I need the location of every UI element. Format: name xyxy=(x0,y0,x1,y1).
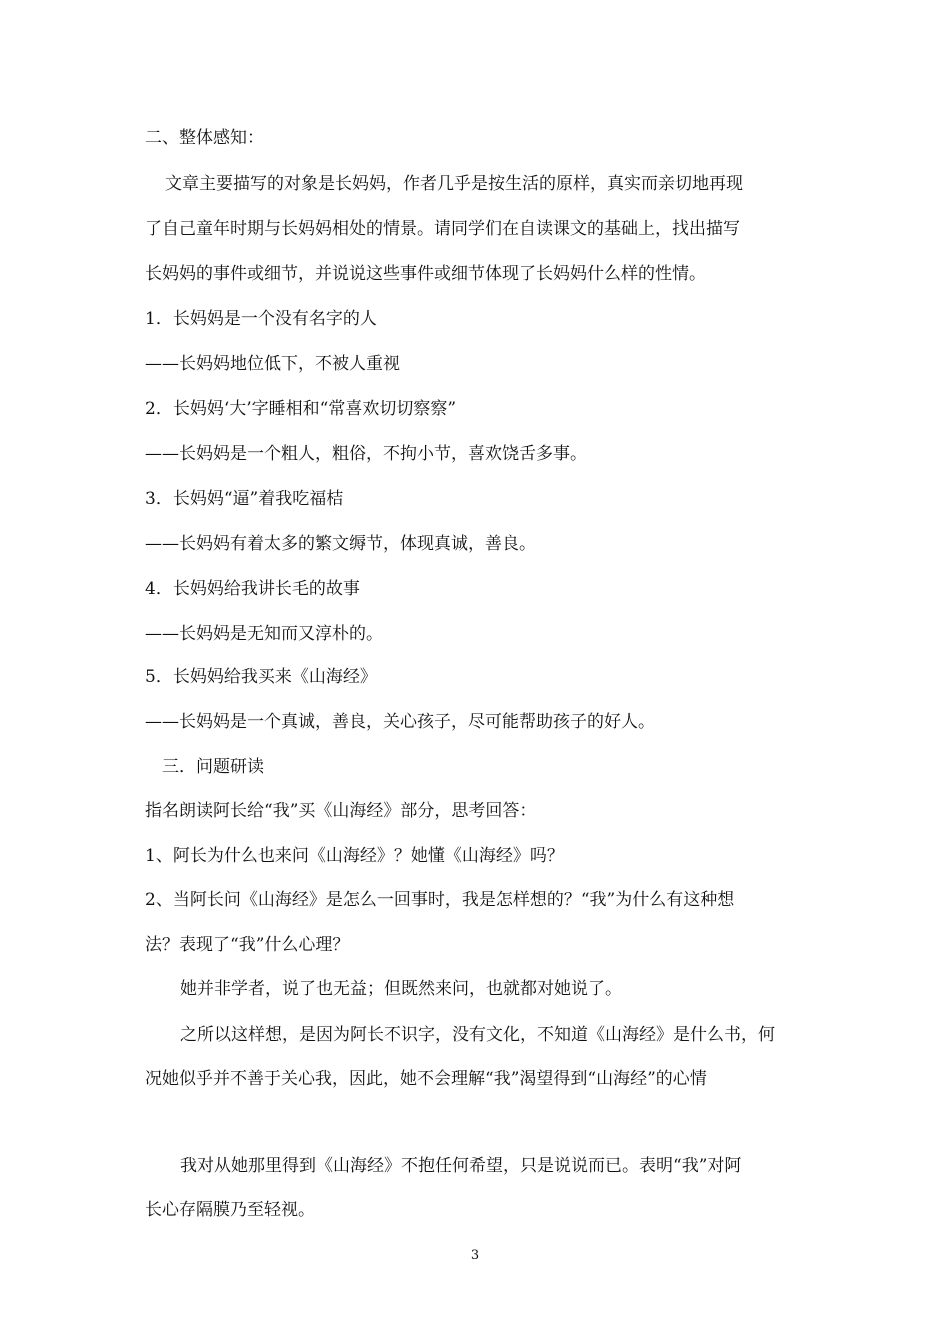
list-item-event-2: 2．长妈妈‘大’字睡相和“常喜欢切切察察” xyxy=(145,399,457,419)
list-item-trait-4: ——长妈妈是无知而又淳朴的。 xyxy=(145,624,383,644)
question-2-line-1: 2、当阿长问《山海经》是怎么一回事时，我是怎样想的？“我”为什么有这种想 xyxy=(145,890,735,910)
analysis-1-line-2: 况她似乎并不善于关心我，因此，她不会理解“我”渴望得到“山海经”的心情 xyxy=(145,1069,707,1089)
list-item-trait-2: ——长妈妈是一个粗人，粗俗，不拘小节，喜欢饶舌多事。 xyxy=(145,444,587,464)
list-item-event-5: 5．长妈妈给我买来《山海经》 xyxy=(145,667,377,687)
page-number: 3 xyxy=(470,1248,480,1263)
intro-paragraph-line-2: 了自己童年时期与长妈妈相处的情景。请同学们在自读课文的基础上，找出描写 xyxy=(145,219,740,239)
section-heading-overall-perception: 二、整体感知： xyxy=(145,128,264,148)
question-1: 1、阿长为什么也来问《山海经》？她懂《山海经》吗？ xyxy=(145,846,564,866)
quote-line: 她并非学者，说了也无益；但既然来问，也就都对她说了。 xyxy=(180,979,622,999)
analysis-2-line-1: 我对从她那里得到《山海经》不抱任何希望，只是说说而已。表明“我”对阿 xyxy=(180,1156,742,1176)
question-2-line-2: 法？表现了“我”什么心理？ xyxy=(145,935,350,955)
list-item-event-3: 3．长妈妈“逼”着我吃福桔 xyxy=(145,489,344,509)
list-item-trait-1: ——长妈妈地位低下，不被人重视 xyxy=(145,354,400,374)
list-item-event-1: 1．长妈妈是一个没有名字的人 xyxy=(145,309,377,329)
task-instruction: 指名朗读阿长给“我”买《山海经》部分，思考回答： xyxy=(145,801,537,821)
list-item-trait-5: ——长妈妈是一个真诚，善良，关心孩子，尽可能帮助孩子的好人。 xyxy=(145,712,655,732)
section-heading-problem-study: 三．问题研读 xyxy=(162,757,264,777)
analysis-1-line-1: 之所以这样想，是因为阿长不识字，没有文化，不知道《山海经》是什么书，何 xyxy=(180,1025,775,1045)
list-item-event-4: 4．长妈妈给我讲长毛的故事 xyxy=(145,579,360,599)
analysis-2-line-2: 长心存隔膜乃至轻视。 xyxy=(145,1200,315,1220)
intro-paragraph-line-3: 长妈妈的事件或细节，并说说这些事件或细节体现了长妈妈什么样的性情。 xyxy=(145,264,706,284)
list-item-trait-3: ——长妈妈有着太多的繁文缛节，体现真诚，善良。 xyxy=(145,534,536,554)
intro-paragraph-line-1: 文章主要描写的对象是长妈妈，作者几乎是按生活的原样，真实而亲切地再现 xyxy=(165,174,743,194)
